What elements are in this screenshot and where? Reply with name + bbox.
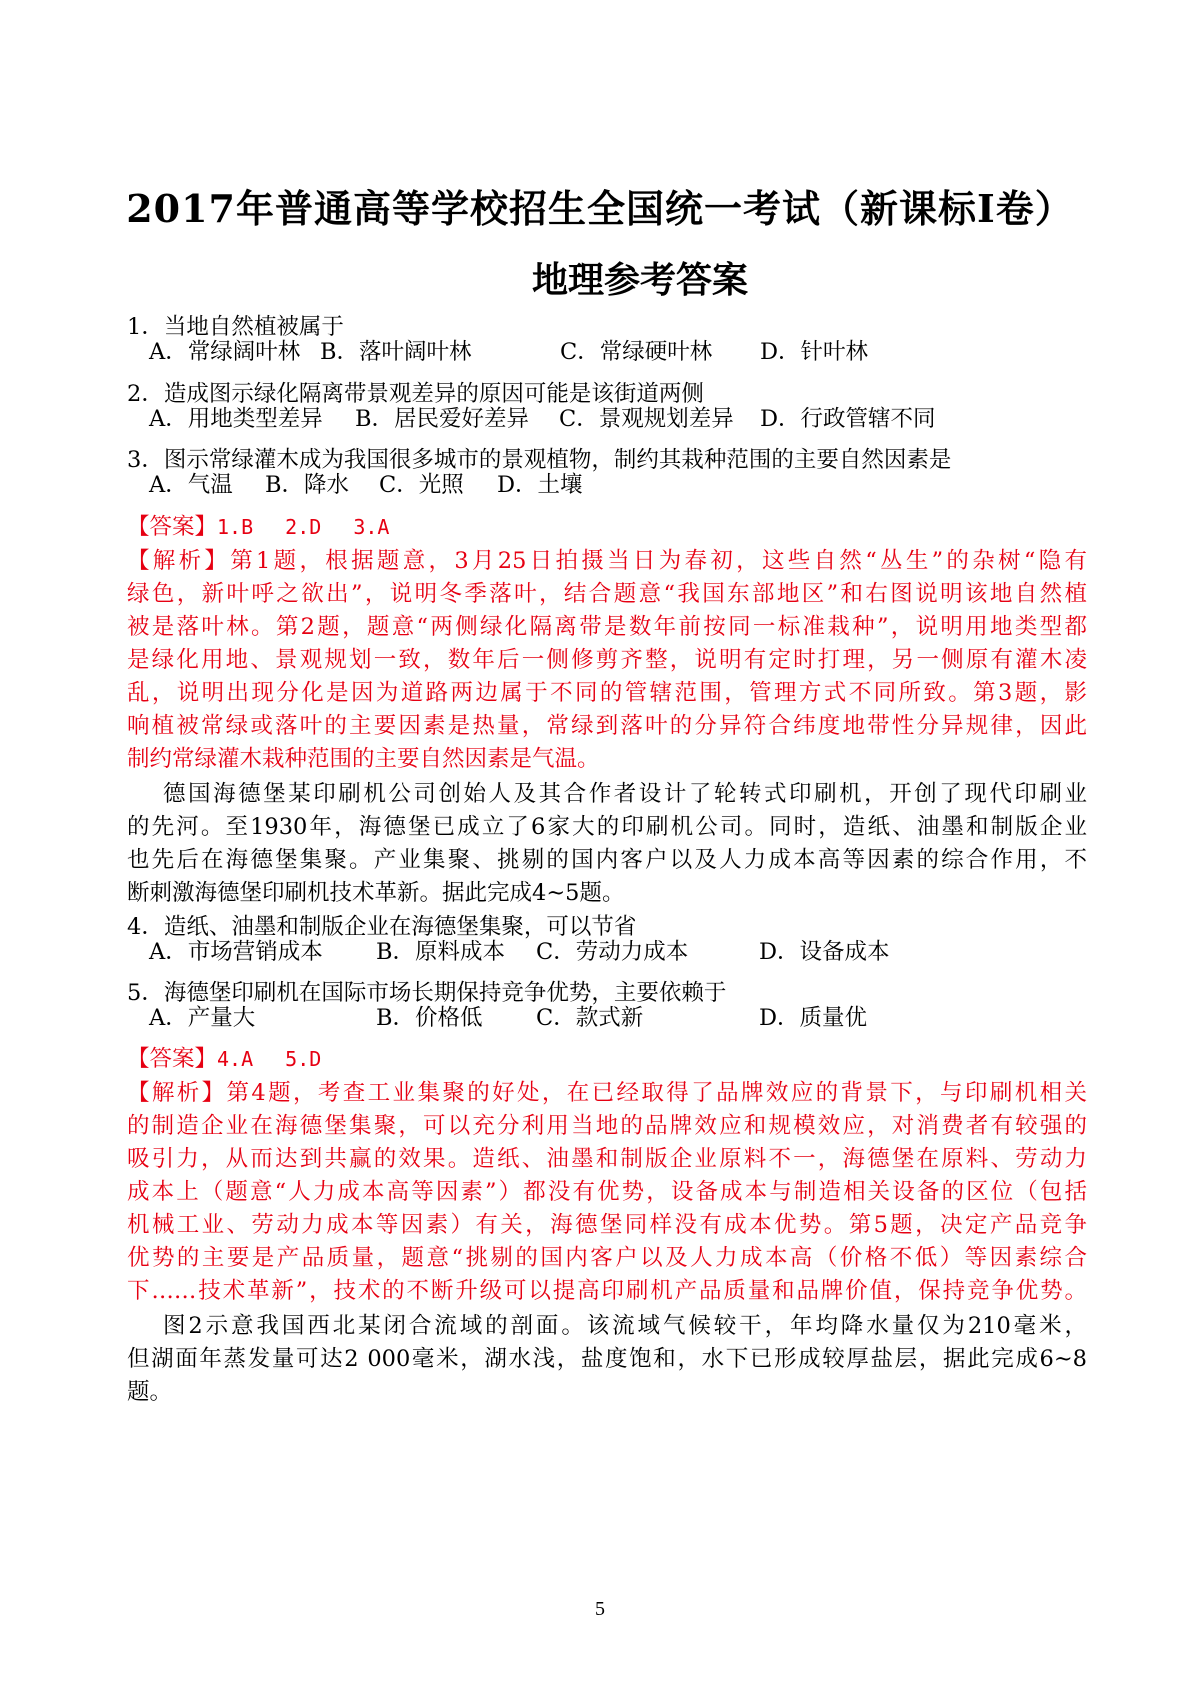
- analysis-1-line-3: 被是落叶林。第2题，题意“两侧绿化隔离带是数年前按同一标准栽种”，说明用地类型都: [127, 614, 1087, 640]
- analysis-1-line-7: 制约常绿灌木栽种范围的主要自然因素是气温。: [127, 746, 600, 772]
- answer-2-line: [127, 1041, 1087, 1077]
- q4-option-d: D．设备成本: [759, 939, 890, 965]
- q4-options-row: [127, 926, 1087, 965]
- analysis-2-label: 【解析】: [127, 1080, 227, 1106]
- q4-option-a: A．市场营销成本: [149, 939, 323, 965]
- question-4-stem: 4．造纸、油墨和制版企业在海德堡集聚，可以节省: [127, 914, 637, 940]
- answer-1-text: 1.B 2.D 3.A: [217, 515, 390, 539]
- q2-options-row: [127, 393, 1087, 432]
- passage-1-line-4: 断刺激海德堡印刷机技术革新。据此完成4~5题。: [127, 880, 625, 906]
- analysis-2-line-2: 的制造企业在海德堡集聚，可以充分利用当地的品牌效应和规模效应，对消费者有较强的: [127, 1113, 1087, 1139]
- analysis-1-text-1: 第1题，根据题意，3月25日拍摄当日为春初，这些自然“丛生”的杂树“隐有: [230, 548, 1087, 574]
- analysis-2-text-1: 第4题，考查工业集聚的好处，在已经取得了品牌效应的背景下，与印刷机相关: [226, 1080, 1087, 1106]
- answer-2-text: 4.A 5.D: [217, 1047, 322, 1071]
- passage-1-line-3: 也先后在海德堡集聚。产业集聚、挑剔的国内客户以及人力成本高等因素的综合作用，不: [127, 847, 1087, 873]
- analysis-1-line-2: 绿色，新叶呼之欲出”，说明冬季落叶，结合题意“我国东部地区”和右图说明该地自然植: [127, 581, 1087, 607]
- answer-1-label: 【答案】: [127, 514, 218, 540]
- answer-1-line: [127, 509, 1087, 545]
- question-3-stem: 3．图示常绿灌木成为我国很多城市的景观植物，制约其栽种范围的主要自然因素是: [127, 447, 952, 473]
- analysis-2-line-6: 优势的主要是产品质量，题意“挑剔的国内客户以及人力成本高（价格不低）等因素综合: [127, 1245, 1087, 1271]
- page-number: 5: [595, 1598, 605, 1620]
- passage-1-line-2: 的先河。至1930年，海德堡已成立了6家大的印刷机公司。同时，造纸、油墨和制版企业: [127, 814, 1087, 840]
- question-5-stem: 5．海德堡印刷机在国际市场长期保持竞争优势，主要依赖于: [127, 980, 727, 1006]
- page-title: 2017年普通高等学校招生全国统一考试（新课标Ⅰ卷）: [126, 186, 1074, 231]
- passage-2-line-1: 图2示意我国西北某闭合流域的剖面。该流域气候较干，年均降水量仅为210毫米，: [163, 1313, 1087, 1339]
- q2-option-a: A．用地类型差异: [149, 406, 323, 432]
- analysis-1-line-6: 响植被常绿或落叶的主要因素是热量，常绿到落叶的分异符合纬度地带性分异规律，因此: [127, 713, 1087, 739]
- analysis-2-line-4: 成本上（题意“人力成本高等因素”）都没有优势，设备成本与制造相关设备的区位（包括: [127, 1179, 1087, 1205]
- q3-options-row: [127, 459, 1087, 498]
- q1-options-row: [127, 326, 1087, 365]
- page-subtitle: 地理参考答案: [531, 259, 748, 301]
- analysis-1-line-1: [127, 543, 1087, 579]
- q1-option-a: A．常绿阔叶林: [149, 339, 301, 365]
- q3-option-c: C．光照: [379, 472, 464, 498]
- q3-option-d: D．土壤: [497, 472, 583, 498]
- q3-option-b: B．降水: [265, 472, 350, 498]
- q2-option-b: B．居民爱好差异: [355, 406, 530, 432]
- answer-2-label: 【答案】: [127, 1046, 218, 1072]
- question-1-stem: 1．当地自然植被属于: [127, 314, 344, 340]
- q5-option-a: A．产量大: [149, 1005, 256, 1031]
- passage-2-line-2: 但湖面年蒸发量可达2 000毫米，湖水浅，盐度饱和，水下已形成较厚盐层，据此完成6~8: [127, 1346, 1087, 1372]
- q5-option-d: D．质量优: [759, 1005, 868, 1031]
- analysis-2-line-1: [127, 1075, 1087, 1111]
- q5-option-b: B．价格低: [376, 1005, 483, 1031]
- passage-2-line-3: 题。: [127, 1379, 173, 1405]
- passage-1-line-1: 德国海德堡某印刷机公司创始人及其合作者设计了轮转式印刷机，开创了现代印刷业: [163, 781, 1087, 807]
- analysis-1-line-4: 是绿化用地、景观规划一致，数年后一侧修剪齐整，说明有定时打理，另一侧原有灌木凌: [127, 647, 1087, 673]
- q5-options-row: [127, 992, 1087, 1031]
- q2-option-c: C．景观规划差异: [559, 406, 734, 432]
- q4-option-b: B．原料成本: [376, 939, 506, 965]
- q1-option-c: C．常绿硬叶林: [560, 339, 713, 365]
- q1-option-b: B．落叶阔叶林: [320, 339, 472, 365]
- analysis-2-line-7: 下……技术革新”，技术的不断升级可以提高印刷机产品质量和品牌价值，保持竞争优势。: [127, 1278, 1087, 1304]
- analysis-2-line-5: 机械工业、劳动力成本等因素）有关，海德堡同样没有成本优势。第5题，决定产品竞争: [127, 1212, 1087, 1238]
- analysis-1-label: 【解析】: [127, 548, 231, 574]
- q2-option-d: D．行政管辖不同: [760, 406, 936, 432]
- analysis-2-line-3: 吸引力，从而达到共赢的效果。造纸、油墨和制版企业原料不一，海德堡在原料、劳动力: [127, 1146, 1087, 1172]
- q5-option-c: C．款式新: [536, 1005, 644, 1031]
- q4-option-c: C．劳动力成本: [536, 939, 689, 965]
- q1-option-d: D．针叶林: [760, 339, 869, 365]
- analysis-1-line-5: 乱，说明出现分化是因为道路两边属于不同的管辖范围，管理方式不同所致。第3题，影: [127, 680, 1087, 706]
- question-2-stem: 2．造成图示绿化隔离带景观差异的原因可能是该街道两侧: [127, 381, 704, 407]
- q3-option-a: A．气温: [149, 472, 233, 498]
